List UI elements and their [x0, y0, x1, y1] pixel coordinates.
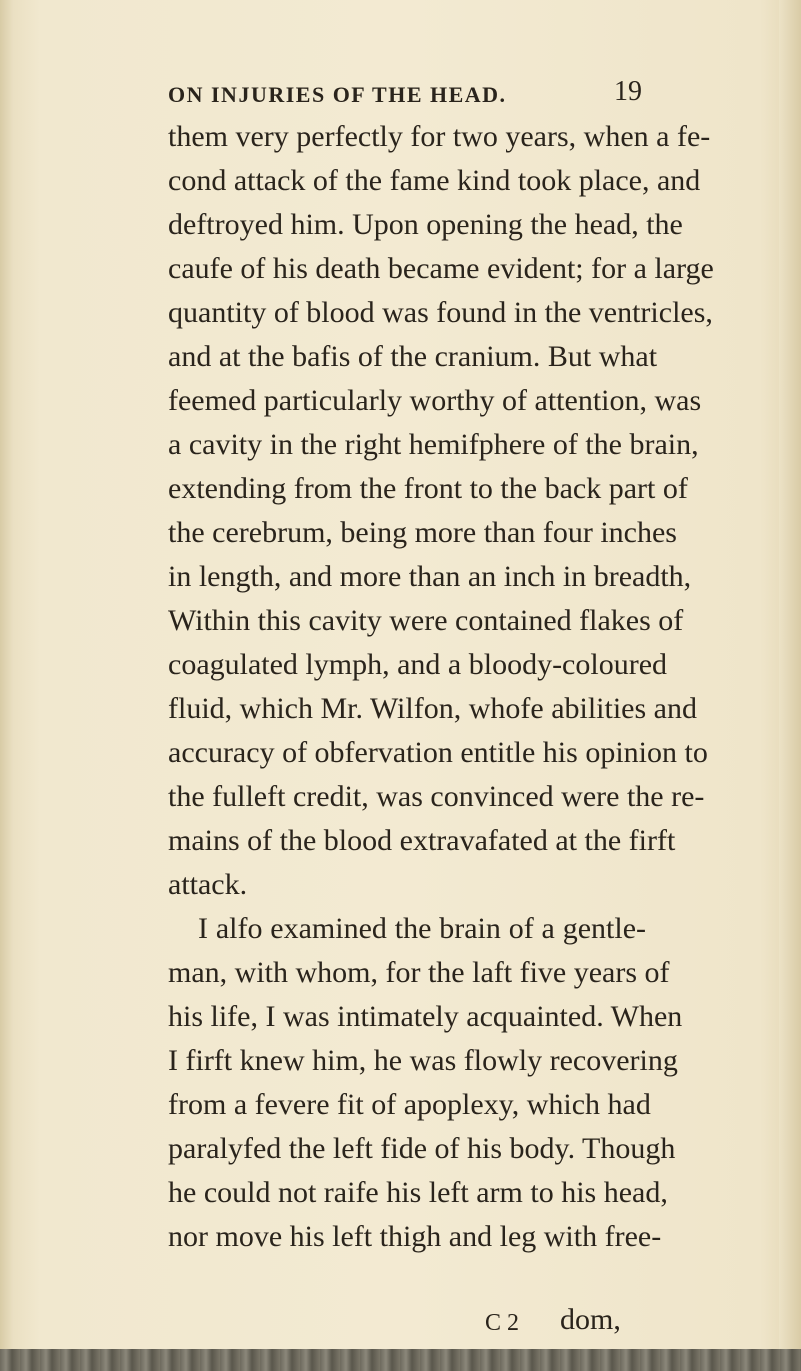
text-line: the fulleft credit, was convinced were the re-	[168, 780, 705, 813]
text-line: cond attack of the fame kind took place, and	[168, 164, 701, 197]
text-line: from a fevere fit of apoplexy, which had	[168, 1088, 651, 1121]
text-line: he could not raife his left arm to his head,	[168, 1176, 668, 1209]
text-line: feemed particularly worthy of attention, was	[168, 384, 702, 417]
body-text	[168, 115, 714, 1259]
text-line: in length, and more than an inch in breadth,	[168, 560, 692, 593]
text-line: coagulated lymph, and a bloody-coloured	[168, 648, 668, 681]
page-edge-right	[779, 0, 801, 1371]
text-line: paralyfed the left fide of his body. Though	[168, 1132, 676, 1165]
text-line: fluid, which Mr. Wilfon, whofe abilities and	[168, 692, 697, 725]
text-line: nor move his left thigh and leg with free-	[168, 1220, 662, 1253]
text-line: and at the bafis of the cranium. But what	[168, 340, 658, 373]
text-line: deftroyed him. Upon opening the head, the	[168, 208, 683, 241]
signature-mark: C 2	[485, 1310, 520, 1336]
text-line: his life, I was intimately acquainted. When	[168, 1000, 683, 1033]
page-header	[168, 76, 658, 120]
text-line: Within this cavity were contained flakes of	[168, 604, 684, 637]
text-line: quantity of blood was found in the ventricles,	[168, 296, 713, 329]
running-head: ON INJURIES OF THE HEAD.	[168, 82, 507, 107]
text-line: them very perfectly for two years, when a fe-	[168, 120, 711, 153]
text-line: I firft knew him, he was flowly recovering	[168, 1044, 678, 1077]
text-line: mains of the blood extravafated at the firft	[168, 824, 676, 857]
page-number: 19	[614, 76, 642, 107]
text-line: the cerebrum, being more than four inches	[168, 516, 677, 549]
text-line: man, with whom, for the laft five years of	[168, 956, 670, 989]
scan-edge-bottom	[0, 1349, 801, 1371]
page-gutter-left	[0, 0, 14, 1371]
text-line: caufe of his death became evident; for a large	[168, 252, 714, 285]
text-line: attack.	[168, 868, 248, 901]
text-line: accuracy of obfervation entitle his opinion to	[168, 736, 708, 769]
text-line: a cavity in the right hemifphere of the brain,	[168, 428, 699, 461]
catchword: dom,	[560, 1303, 621, 1336]
text-line: I alfo examined the brain of a gentle-	[198, 912, 646, 945]
text-line: extending from the front to the back part of	[168, 472, 688, 505]
